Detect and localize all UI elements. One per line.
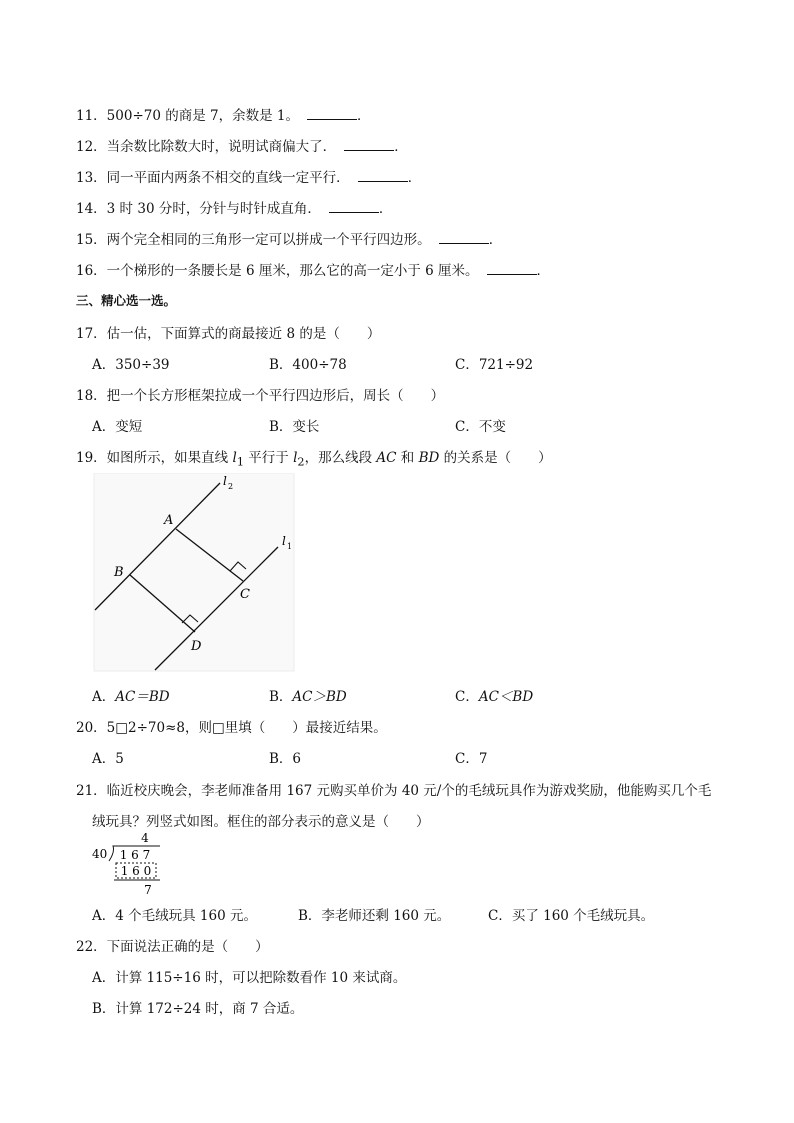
division-product: 1 6 0 bbox=[120, 864, 152, 878]
q20-option-a[interactable]: A．5 bbox=[92, 751, 124, 767]
question-15: 15．两个完全相同的三角形一定可以拼成一个平行四边形。 ． bbox=[76, 232, 503, 248]
q21-option-a[interactable]: A．4 个毛绒玩具 160 元。 bbox=[92, 908, 257, 924]
q22-option-b[interactable]: B．计算 172÷24 时，商 7 合适。 bbox=[92, 1001, 304, 1017]
q17-option-b[interactable]: B．400÷78 bbox=[269, 357, 347, 373]
label-l1: l bbox=[282, 534, 286, 548]
question-13: 13．同一平面内两条不相交的直线一定平行． ． bbox=[76, 170, 422, 186]
q19-option-a[interactable]: A．AC＝BD bbox=[92, 689, 170, 705]
answer-blank[interactable] bbox=[344, 138, 394, 151]
question-18-stem: 18．把一个长方形框架拉成一个平行四边形后，周长（ ） bbox=[76, 388, 445, 404]
q22-option-a[interactable]: A．计算 115÷16 时，可以把除数看作 10 来试商。 bbox=[92, 970, 407, 986]
question-16: 16．一个梯形的一条腰长是 6 厘米，那么它的高一定小于 6 厘米。 ． bbox=[76, 263, 551, 279]
question-21-stem-line1: 21．临近校庆晚会，李老师准备用 167 元购买单价为 40 元/个的毛绒玩具作为游戏奖励，他能购买几个毛 bbox=[76, 783, 712, 799]
answer-blank[interactable] bbox=[439, 231, 489, 244]
division-quotient: 4 bbox=[141, 831, 149, 845]
long-division-figure bbox=[90, 830, 170, 898]
q19-option-c[interactable]: C．AC＜BD bbox=[455, 689, 534, 705]
division-divisor: 40 bbox=[92, 847, 108, 861]
q21-option-b[interactable]: B．李老师还剩 160 元。 bbox=[298, 908, 451, 924]
answer-blank[interactable] bbox=[358, 169, 408, 182]
label-l2: l bbox=[223, 474, 227, 488]
q20-option-b[interactable]: B．6 bbox=[269, 751, 302, 767]
q21-option-c[interactable]: C．买了 160 个毛绒玩具。 bbox=[488, 908, 655, 924]
q18-option-c[interactable]: C．不变 bbox=[455, 419, 506, 435]
label-d: D bbox=[191, 639, 202, 654]
question-11: 11．500÷70 的商是 7，余数是 1。 ． bbox=[76, 108, 371, 124]
q17-option-c[interactable]: C．721÷92 bbox=[455, 357, 534, 373]
question-12: 12．当余数比除数大时，说明试商偏大了． ． bbox=[76, 139, 408, 155]
answer-blank[interactable] bbox=[329, 200, 379, 213]
question-22-stem: 22．下面说法正确的是（ ） bbox=[76, 939, 269, 955]
division-dividend: 1 6 7 bbox=[119, 848, 151, 862]
question-14: 14．3 时 30 分时，分针与时针成直角． ． bbox=[76, 201, 393, 217]
answer-blank[interactable] bbox=[307, 107, 357, 120]
parallel-lines-figure bbox=[92, 473, 296, 673]
q17-option-a[interactable]: A．350÷39 bbox=[92, 357, 170, 373]
label-c: C bbox=[240, 587, 250, 602]
q19-option-b[interactable]: B．AC＞BD bbox=[269, 689, 347, 705]
label-a: A bbox=[164, 513, 174, 528]
q20-option-c[interactable]: C．7 bbox=[455, 751, 488, 767]
division-remainder: 7 bbox=[144, 883, 152, 897]
answer-blank[interactable] bbox=[487, 262, 537, 275]
label-l2-sub: 2 bbox=[228, 482, 234, 491]
q18-option-a[interactable]: A．变短 bbox=[92, 419, 143, 435]
question-19-stem: 19．如图所示，如果直线 $l_1$ 平行于 $l_2$，那么线段 AC 和 BD 的关系是（ ） bbox=[76, 450, 552, 469]
q18-option-b[interactable]: B．变长 bbox=[269, 419, 320, 435]
label-l1-sub: 1 bbox=[287, 542, 293, 551]
label-b: B bbox=[114, 565, 124, 580]
question-17-stem: 17．估一估，下面算式的商最接近 8 的是（ ） bbox=[76, 326, 381, 342]
question-20-stem: 20．5□2÷70≈8，则□里填（ ）最接近结果。 bbox=[76, 720, 387, 736]
section-heading: 三、精心选一选。 bbox=[76, 293, 177, 308]
question-21-stem-line2: 绒玩具？列竖式如图。框住的部分表示的意义是（ ） bbox=[92, 814, 430, 830]
